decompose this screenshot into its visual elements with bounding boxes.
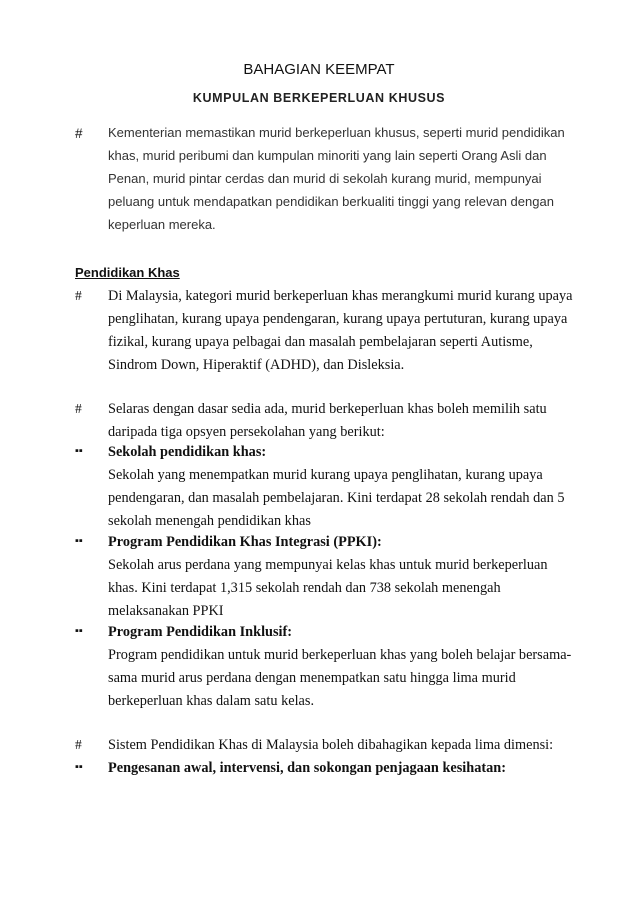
page-subtitle: KUMPULAN BERKEPERLUAN KHUSUS (192, 91, 446, 105)
hash-marker: # (75, 401, 82, 416)
section-paragraph-2: Selaras dengan dasar sedia ada, murid berkeperluan khas boleh memilih satu daripada tiga opsyen persekolahan yang berikut: (108, 401, 547, 440)
section-paragraph-1: Di Malaysia, kategori murid berkeperluan khas merangkumi murid kurang upaya penglihatan, kurang upaya pendengaran, kurang upaya pertuturan, kurang upaya fizikal, kurang upaya pelbagai dan masalah pembelajaran seperti Autisme, Sindrom Down, Hiperaktif (ADHD), dan Disleksia. (108, 288, 573, 373)
option-body: Sekolah yang menempatkan murid kurang upaya penglihatan, kurang upaya pendengaran, dan masalah pembelajaran. Kini terdapat 28 sekolah rendah dan 5 sekolah menengah pendidikan khas (108, 467, 565, 529)
bullet-marker: ▪▪ (75, 445, 83, 457)
hash-marker: # (75, 126, 83, 141)
hash-marker: # (75, 737, 82, 752)
option-body: Program pendidikan untuk murid berkeperluan khas yang boleh belajar bersama-sama murid arus perdana dengan menempatkan satu hingga lima murid berkeperluan khas dalam satu kelas. (108, 647, 572, 709)
section-paragraph-3: Sistem Pendidikan Khas di Malaysia boleh dibahagikan kepada lima dimensi: (108, 737, 554, 753)
option-title: Sekolah pendidikan khas: (108, 444, 267, 460)
page-title: BAHAGIAN KEEMPAT (243, 61, 395, 78)
bullet-marker: ▪▪ (75, 625, 83, 637)
hash-marker: # (75, 288, 82, 303)
section-heading: Pendidikan Khas (75, 265, 180, 280)
option-title: Program Pendidikan Inklusif: (108, 624, 293, 640)
option-item (108, 621, 578, 713)
option-item (108, 441, 578, 533)
option-item (108, 531, 578, 623)
bullet-marker: ▪▪ (75, 535, 83, 547)
bullet-marker: ▪▪ (75, 761, 83, 773)
option-body: Sekolah arus perdana yang mempunyai kelas khas untuk murid berkeperluan khas. Kini terdapat 1,315 sekolah rendah dan 738 sekolah menengah melaksanakan PPKI (108, 557, 548, 619)
option-title: Program Pendidikan Khas Integrasi (PPKI): (108, 534, 382, 550)
intro-paragraph: Kementerian memastikan murid berkeperluan khusus, seperti murid pendidikan khas, murid peribumi dan kumpulan minoriti yang lain seperti Orang Asli dan Penan, murid pintar cerdas dan murid di sekolah kurang murid, mempunyai peluang untuk mendapatkan pendidikan berkualiti tinggi yang relevan dengan keperluan mereka. (108, 125, 565, 232)
dimension-item: Pengesanan awal, intervensi, dan sokongan penjagaan kesihatan: (108, 760, 507, 776)
